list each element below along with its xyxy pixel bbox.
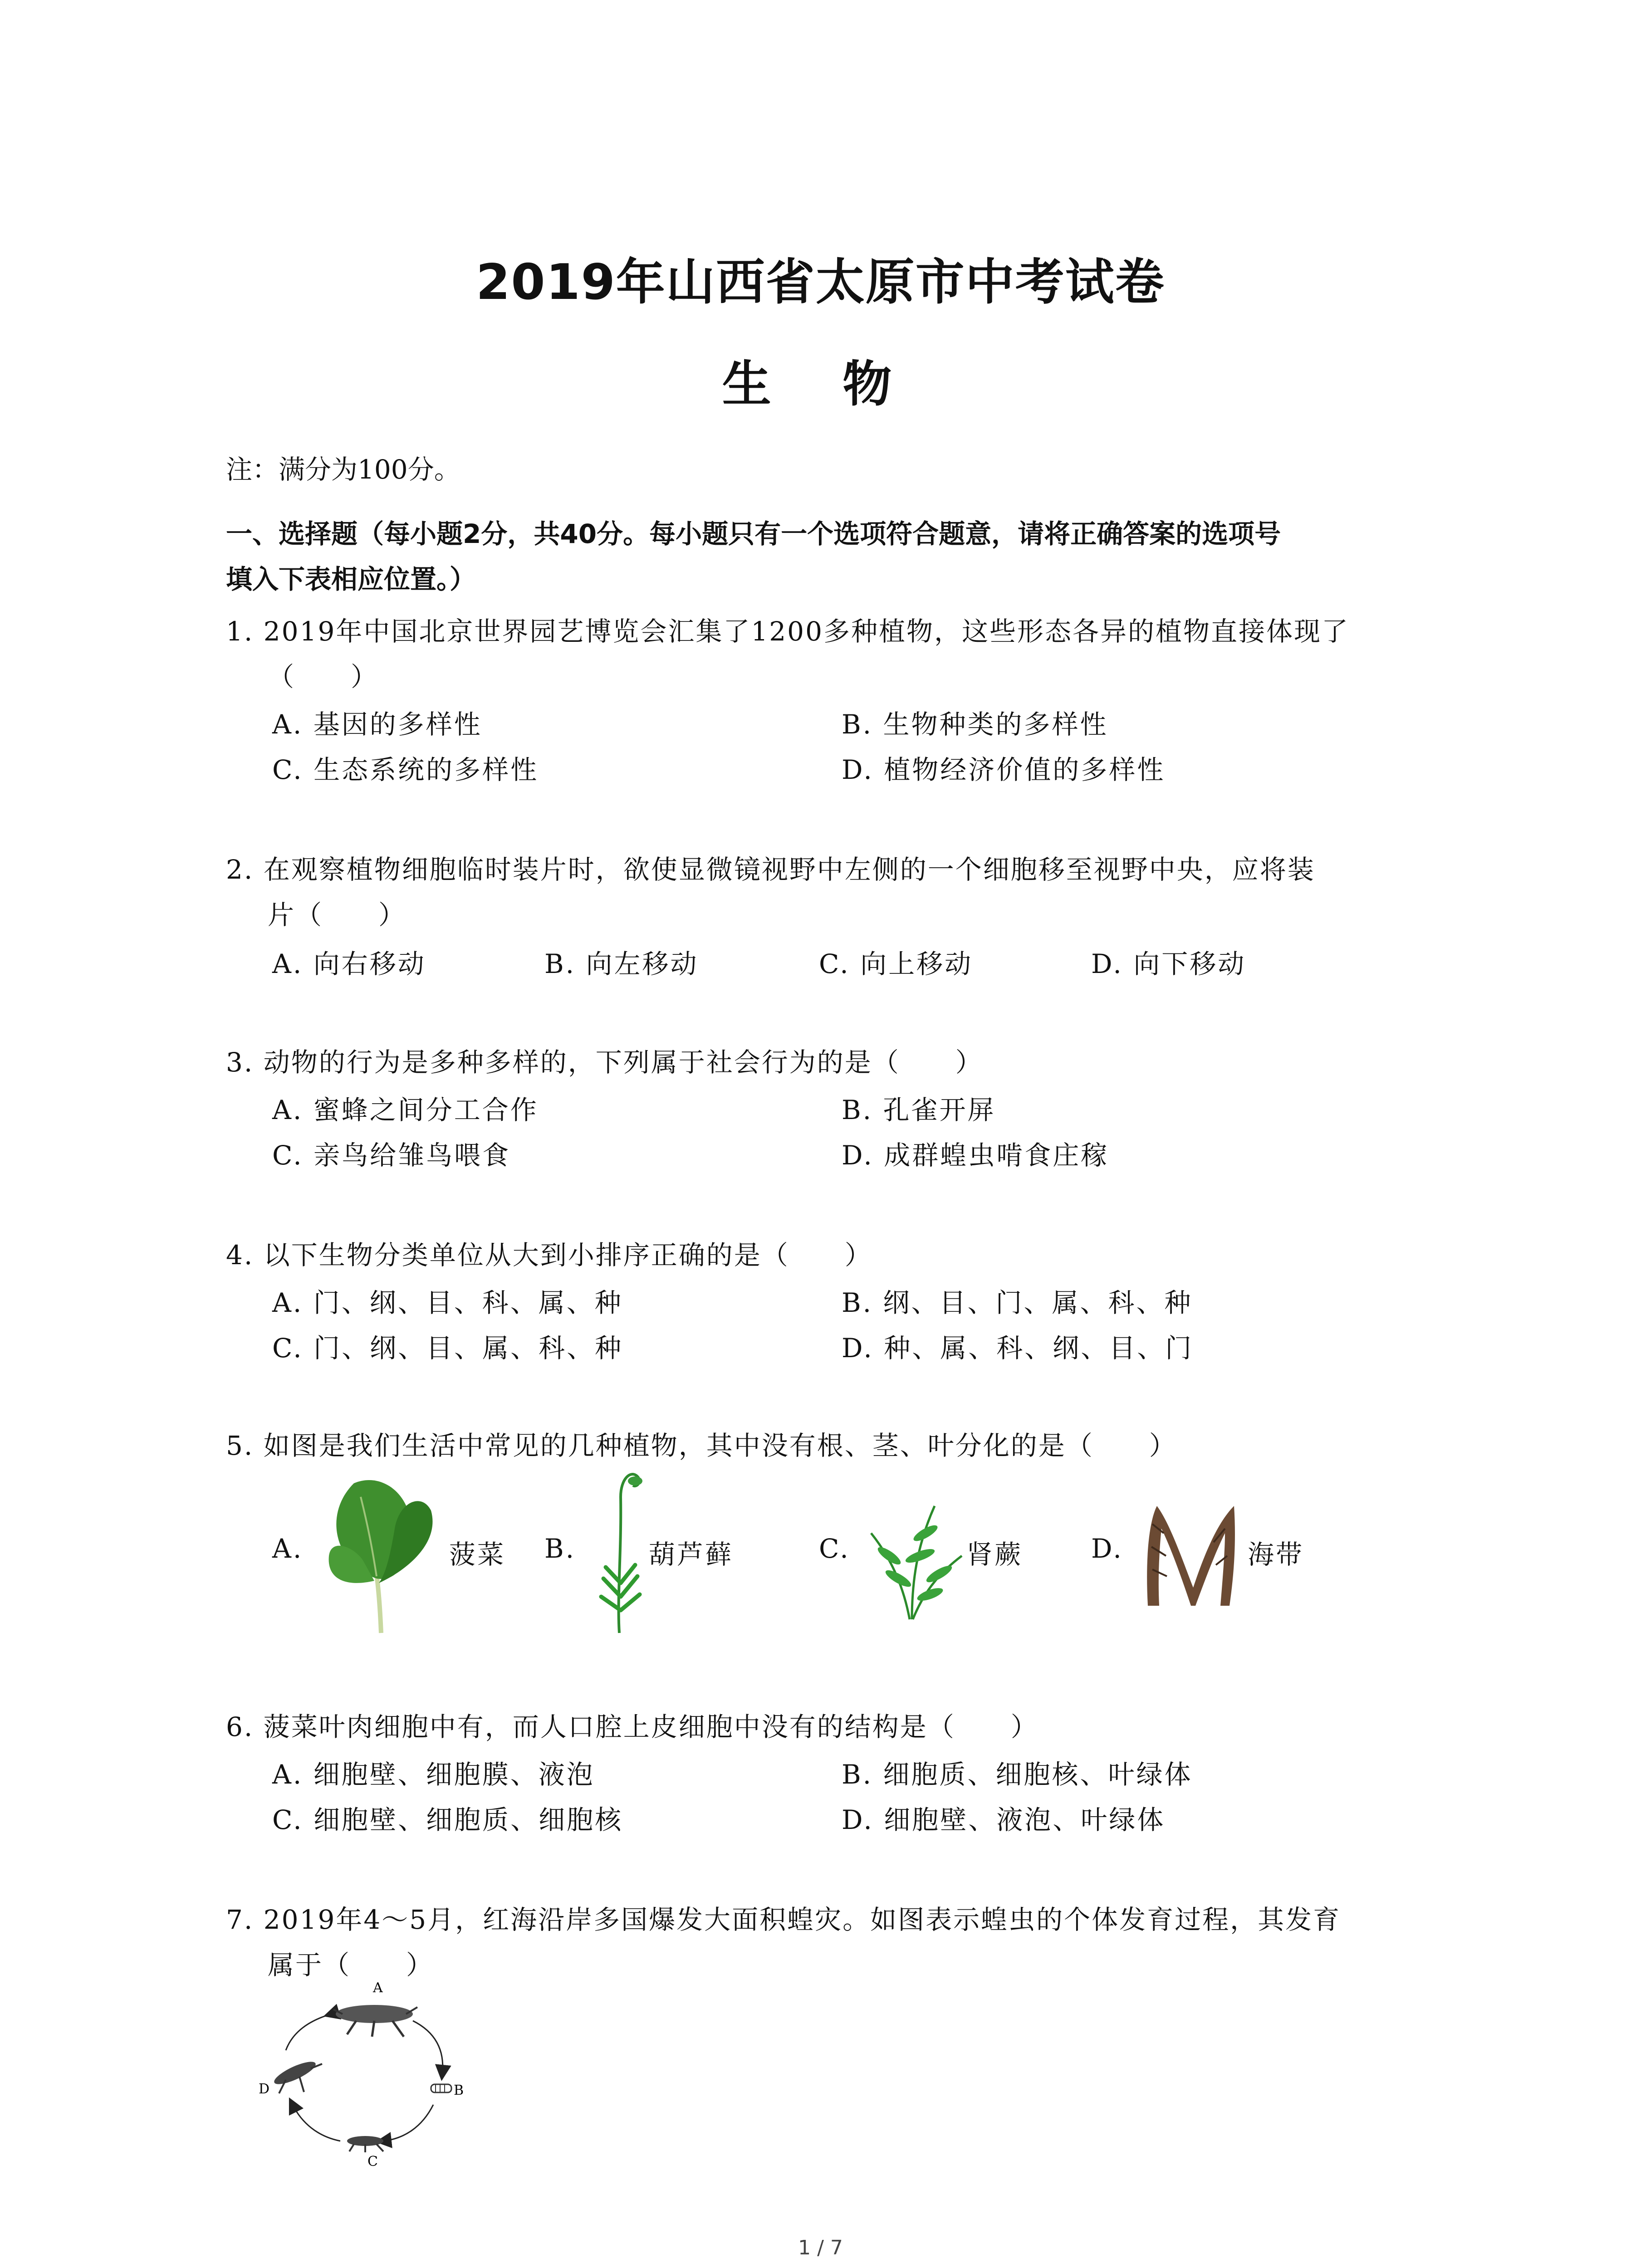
older-nymph-icon	[272, 2058, 322, 2093]
question-1-line2: （ ）	[268, 661, 379, 692]
kelp-image	[1139, 1497, 1243, 1610]
q5-option-b[interactable]: B.	[544, 1533, 576, 1564]
q1-option-a[interactable]: A. 基因的多样性	[272, 709, 482, 740]
q5-option-c[interactable]: C.	[819, 1533, 850, 1564]
diagram-label-a: A	[373, 1982, 383, 1996]
q1-option-d[interactable]: D. 植物经济价值的多样性	[842, 754, 1166, 785]
exam-title: 2019年山西省太原市中考试卷	[476, 254, 1165, 311]
q5-option-a[interactable]: A.	[272, 1533, 304, 1564]
spinach-image	[318, 1474, 445, 1637]
question-1-line1: 1. 2019年中国北京世界园艺博览会汇集了1200多种植物，这些形态各异的植物直接体现了	[226, 616, 1349, 647]
diagram-label-d: D	[259, 2081, 270, 2097]
q2-option-d[interactable]: D. 向下移动	[1091, 948, 1246, 979]
subject-title: 生 物	[722, 356, 919, 413]
q6-option-b[interactable]: B. 细胞质、细胞核、叶绿体	[842, 1759, 1193, 1790]
question-2-line2: 片（ ）	[268, 899, 407, 930]
q5-plant-name-a: 菠菜	[449, 1539, 506, 1570]
egg-pod-icon	[431, 2084, 451, 2092]
q4-option-c[interactable]: C. 门、纲、目、属、科、种	[272, 1333, 623, 1364]
score-note: 注：满分为100分。	[226, 454, 460, 485]
q5-plant-name-b: 葫芦藓	[649, 1539, 734, 1570]
q4-option-d[interactable]: D. 种、属、科、纲、目、门	[842, 1333, 1194, 1364]
q4-option-a[interactable]: A. 门、纲、目、科、属、种	[272, 1287, 623, 1318]
q1-option-b[interactable]: B. 生物种类的多样性	[842, 709, 1108, 740]
q3-option-a[interactable]: A. 蜜蜂之间分工合作	[272, 1095, 539, 1125]
q5-plant-name-c: 肾蕨	[966, 1539, 1023, 1570]
q6-option-a[interactable]: A. 细胞壁、细胞膜、液泡	[272, 1759, 595, 1790]
q3-option-d[interactable]: D. 成群蝗虫啃食庄稼	[842, 1140, 1109, 1171]
moss-image	[585, 1461, 653, 1637]
q1-option-c[interactable]: C. 生态系统的多样性	[272, 754, 539, 785]
question-6-line1: 6. 菠菜叶肉细胞中有，而人口腔上皮细胞中没有的结构是（ ）	[226, 1711, 1038, 1742]
question-7-line2: 属于（ ）	[268, 1950, 434, 1980]
q3-option-c[interactable]: C. 亲鸟给雏鸟喂食	[272, 1140, 511, 1171]
q5-plant-name-d: 海带	[1248, 1539, 1304, 1570]
adult-locust-icon	[333, 2005, 417, 2037]
question-4-line1: 4. 以下生物分类单位从大到小排序正确的是（ ）	[226, 1240, 872, 1271]
question-3-line1: 3. 动物的行为是多种多样的，下列属于社会行为的是（ ）	[226, 1047, 983, 1078]
q3-option-b[interactable]: B. 孔雀开屏	[842, 1095, 996, 1125]
question-5-line1: 5. 如图是我们生活中常见的几种植物，其中没有根、茎、叶分化的是（ ）	[226, 1430, 1177, 1461]
q4-option-b[interactable]: B. 纲、目、门、属、科、种	[842, 1287, 1193, 1318]
diagram-label-b: B	[454, 2082, 464, 2098]
q2-option-a[interactable]: A. 向右移动	[272, 948, 426, 979]
locust-lifecycle-diagram	[259, 1982, 476, 2168]
section-heading-line1: 一、选择题（每小题2分，共40分。每小题只有一个选项符合题意，请将正确答案的选项号	[226, 518, 1281, 549]
question-2-line1: 2. 在观察植物细胞临时装片时，欲使显微镜视野中左侧的一个细胞移至视野中央，应将装	[226, 854, 1315, 885]
fern-image	[862, 1492, 966, 1624]
question-7-line1: 7. 2019年4～5月，红海沿岸多国爆发大面积蝗灾。如图表示蝗虫的个体发育过程，其发育	[226, 1904, 1341, 1935]
diagram-label-c: C	[367, 2154, 378, 2168]
page-number: 1 / 7	[798, 2236, 843, 2259]
q6-option-d[interactable]: D. 细胞壁、液泡、叶绿体	[842, 1804, 1166, 1835]
young-nymph-icon	[347, 2136, 383, 2152]
q6-option-c[interactable]: C. 细胞壁、细胞质、细胞核	[272, 1804, 623, 1835]
q5-option-d[interactable]: D.	[1091, 1533, 1123, 1564]
q2-option-b[interactable]: B. 向左移动	[544, 948, 699, 979]
section-heading-line2: 填入下表相应位置。）	[226, 564, 476, 595]
q2-option-c[interactable]: C. 向上移动	[819, 948, 973, 979]
